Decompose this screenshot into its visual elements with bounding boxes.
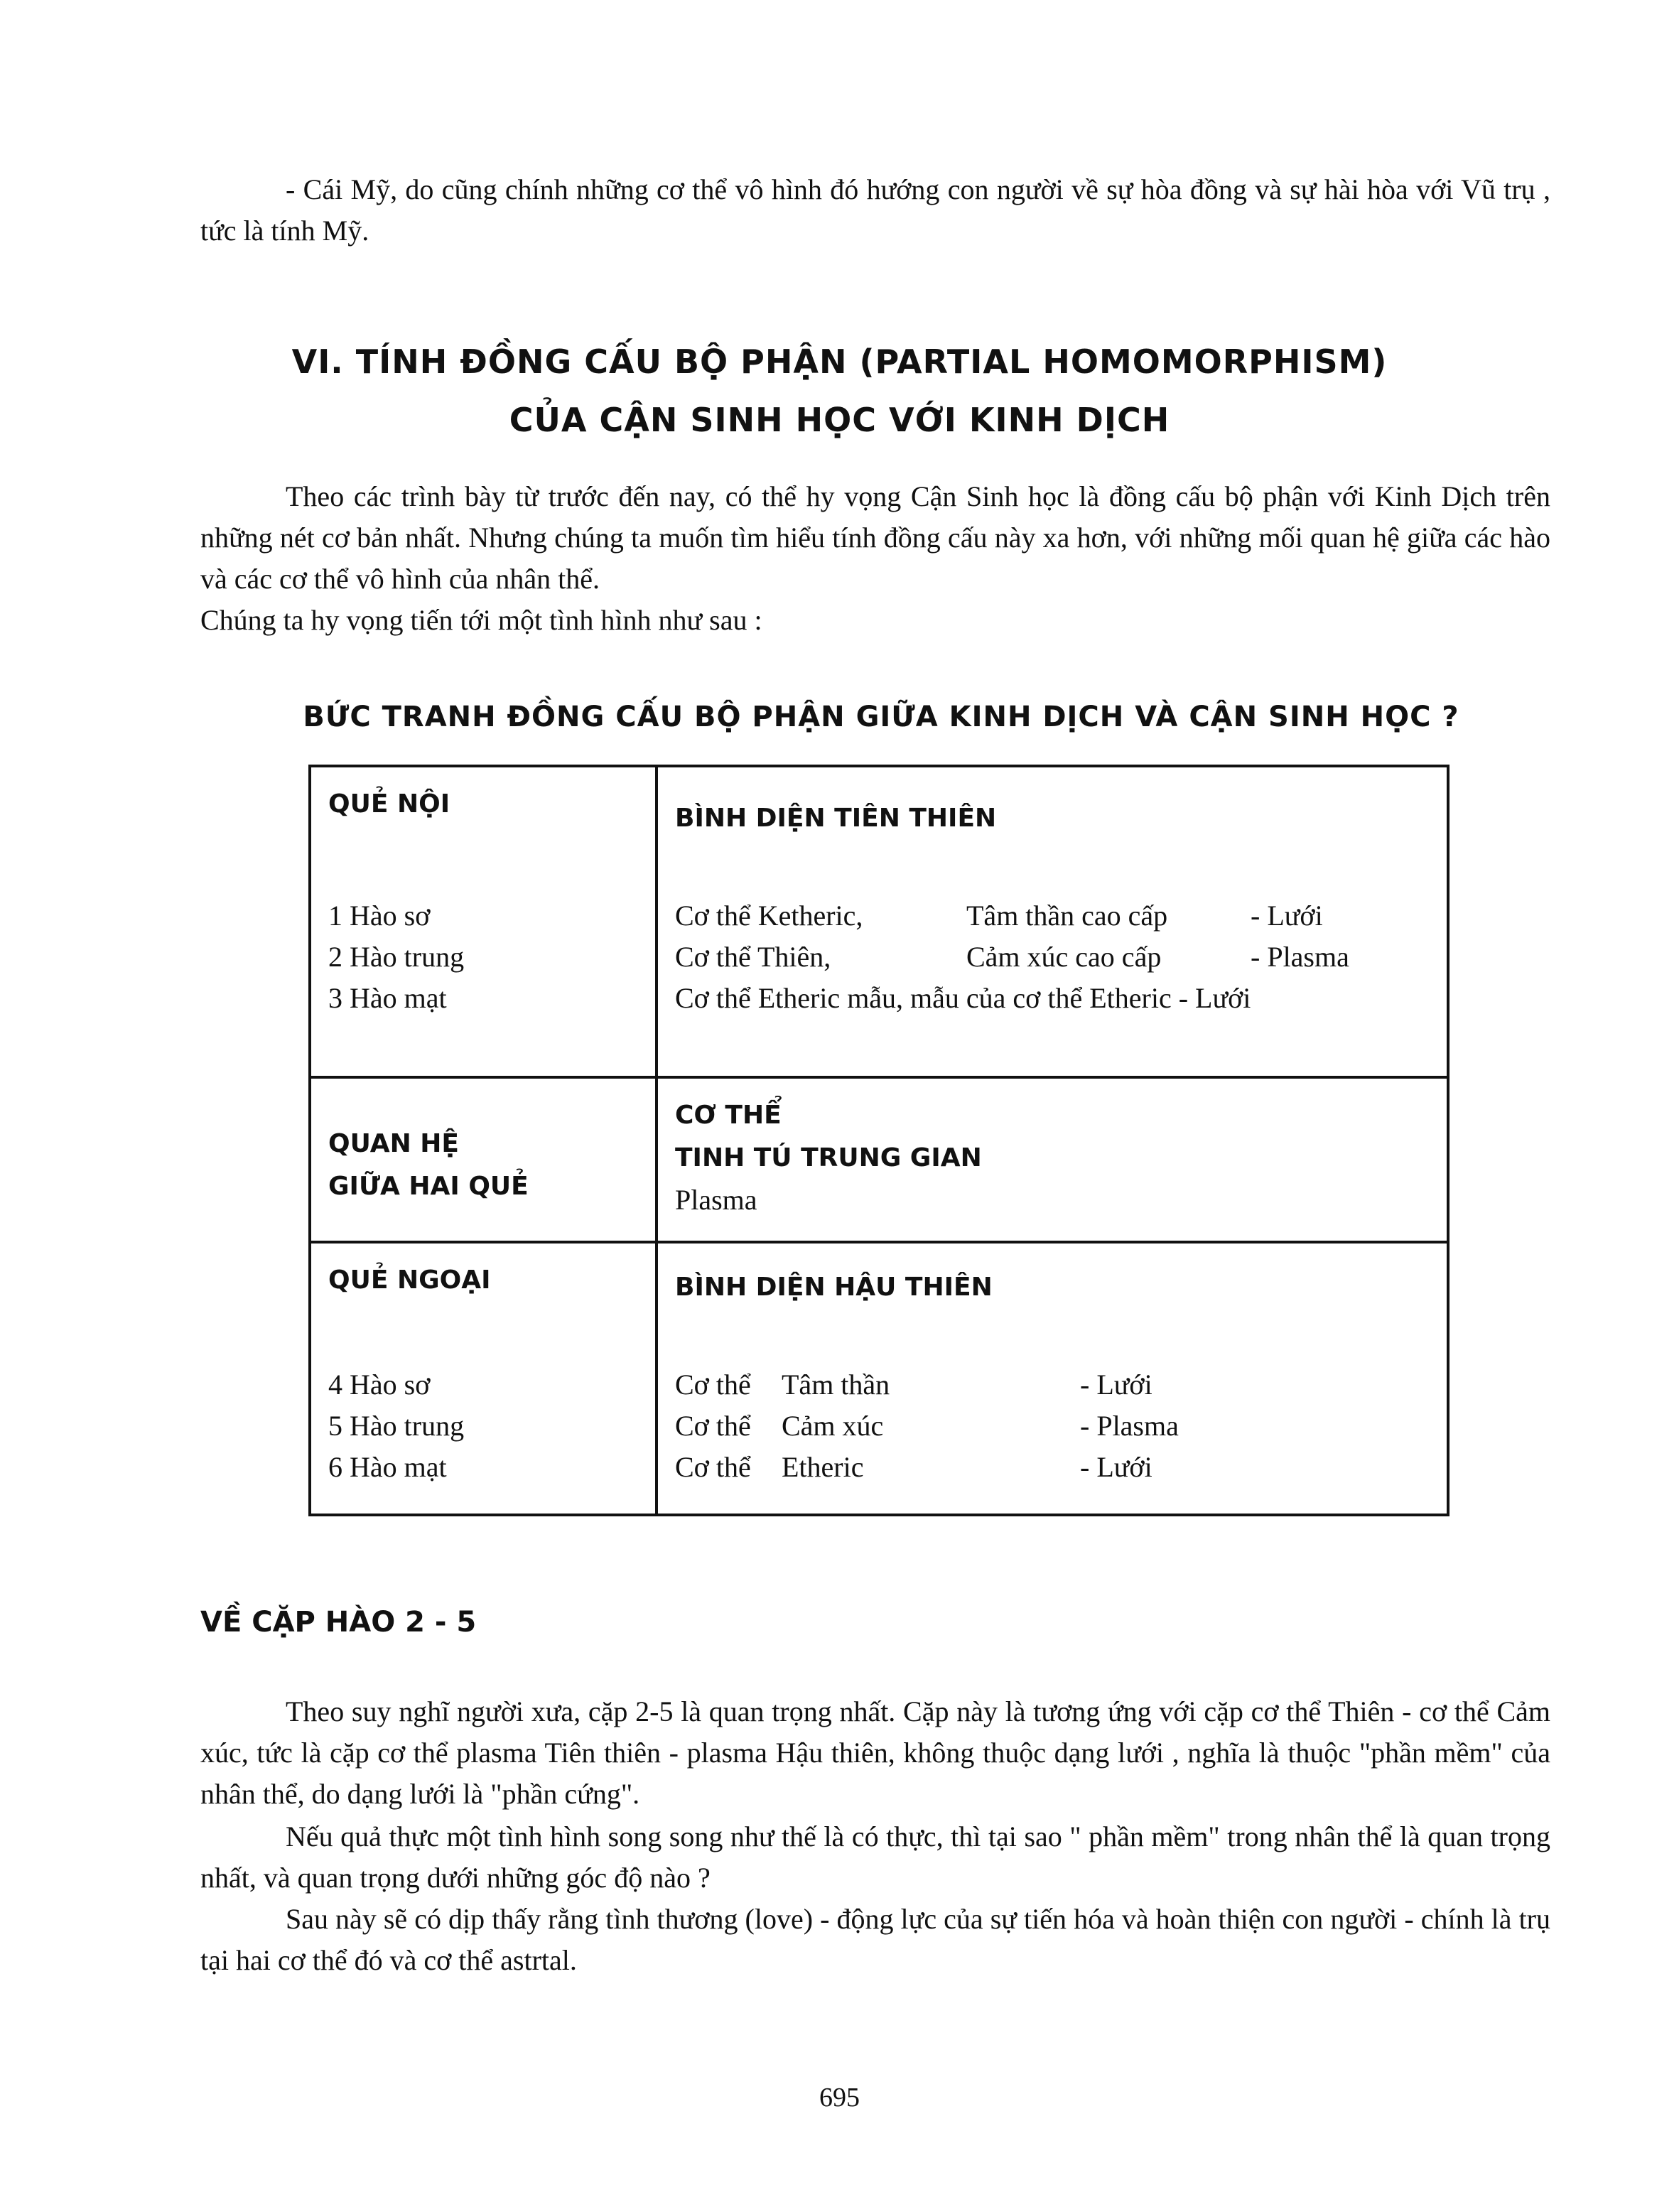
hao-line: 5 Hào trung	[328, 1410, 465, 1442]
page-number: 695	[819, 2083, 860, 2113]
body-form: - Plasma	[1080, 1410, 1179, 1442]
body-name: Cơ thể Thiên,	[675, 941, 831, 973]
cell-heading-tinh-tu-trung-gian: TINH TÚ TRUNG GIAN	[675, 1143, 982, 1172]
table-cell-tien-thien	[658, 767, 1447, 1079]
hao-line: 6 Hào mạt	[328, 1451, 447, 1483]
hao-line: 1 Hào sơ	[328, 900, 431, 932]
body-row: Cơ thể Etheric mẫu, mẫu của cơ thể Etheric - Lưới	[675, 982, 1251, 1014]
body-row	[675, 1364, 1307, 1406]
body-form: - Lưới	[1080, 1451, 1152, 1483]
que-noi-hao-list	[328, 895, 464, 1019]
body-quality: Cảm xúc	[782, 1410, 884, 1442]
body-row	[675, 1447, 1307, 1488]
body-name: Cơ thể Ketheric,	[675, 900, 863, 932]
table-cell-tinh-tu	[658, 1079, 1447, 1243]
intro-paragraph: - Cái Mỹ, do cũng chính những cơ thể vô hình đó hướng con người về sự hòa đồng và sự hài hòa với Vũ trụ , tức là tính Mỹ.	[200, 173, 1550, 247]
tinh-tu-value: Plasma	[675, 1184, 757, 1216]
hao-line: 3 Hào mạt	[328, 982, 447, 1014]
hao-line: 2 Hào trung	[328, 941, 465, 973]
body-quality: Tâm thần	[782, 1369, 890, 1401]
body-form: - Lưới	[1080, 1369, 1152, 1401]
cell-heading-hau-thien: BÌNH DIỆN HẬU THIÊN	[675, 1273, 993, 1302]
body-quality: Etheric	[782, 1451, 864, 1483]
paragraph-intro-line: Chúng ta hy vọng tiến tới một tình hình như sau :	[200, 604, 762, 636]
cell-heading-tien-thien: BÌNH DIỆN TIÊN THIÊN	[675, 804, 997, 833]
body-name: Cơ thể	[675, 1410, 751, 1442]
section-pair-heading: VỀ CẶP HÀO 2 - 5	[200, 1606, 477, 1639]
paragraph-intro-homomorphism: Theo các trình bày từ trước đến nay, có thể hy vọng Cận Sinh học là đồng cấu bộ phận với Kinh Dịch trên những nét cơ bản nhất. Nhưng chúng ta muốn tìm hiểu tính đồng cấu này xa hơn, với những mối quan hệ giữa các hào và các cơ thể vô hình của nhân thể.	[200, 480, 1550, 595]
hao-line: 4 Hào sơ	[328, 1369, 431, 1401]
hau-thien-body-list	[675, 1364, 1307, 1488]
table-cell-hau-thien	[658, 1243, 1447, 1514]
table-cell-quan-he	[311, 1079, 658, 1243]
table-title: BỨC TRANH ĐỒNG CẤU BỘ PHẬN GIỮA KINH DỊCH VÀ CẬN SINH HỌC ?	[303, 701, 1459, 733]
body-quality: Cảm xúc cao cấp	[966, 941, 1162, 973]
body-name: Cơ thể	[675, 1451, 751, 1483]
que-ngoai-hao-list	[328, 1364, 464, 1488]
table-cell-que-noi	[311, 767, 658, 1079]
homomorphism-table	[308, 765, 1449, 1516]
cell-heading-que-ngoai: QUẺ NGOẠI	[328, 1266, 491, 1295]
section-vi-heading	[213, 318, 1466, 463]
pair-paragraph-1: Theo suy nghĩ người xưa, cặp 2-5 là quan trọng nhất. Cặp này là tương ứng với cặp cơ thể Thiên - cơ thể Cảm xúc, tức là cặp cơ thể plasma Tiên thiên - plasma Hậu thiên, không thuộc dạng lưới , nghĩa là thuộc "phần mềm" của nhân thể, do dạng lưới là "phần cứng".	[200, 1695, 1550, 1810]
pair-paragraph-3: Sau này sẽ có dịp thấy rằng tình thương (love) - động lực của sự tiến hóa và hoàn thiện con người - chính là trụ tại hai cơ thể đó và cơ thể astrtal.	[200, 1903, 1550, 1976]
body-row	[675, 937, 1549, 978]
body-quality: Tâm thần cao cấp	[966, 900, 1168, 932]
body-row	[675, 895, 1549, 937]
section-vi-heading-line2: CỦA CẬN SINH HỌC VỚI KINH DỊCH	[509, 401, 1170, 439]
body-form: - Plasma	[1251, 941, 1349, 973]
cell-heading-giua-hai-que: GIỮA HAI QUẺ	[328, 1172, 529, 1201]
section-vi-heading-line1: VI. TÍNH ĐỒNG CẤU BỘ PHẬN (PARTIAL HOMOMORPHISM)	[291, 342, 1388, 381]
body-row	[675, 1406, 1307, 1447]
body-name: Cơ thể	[675, 1369, 751, 1401]
pair-paragraph-2: Nếu quả thực một tình hình song song như thế là có thực, thì tại sao " phần mềm" trong nhân thể là quan trọng nhất, và quan trọng dưới những góc độ nào ?	[200, 1820, 1550, 1894]
tien-thien-body-list	[675, 895, 1549, 1019]
cell-heading-co-the: CƠ THỂ	[675, 1101, 782, 1130]
body-form: - Lưới	[1251, 900, 1323, 932]
table-cell-que-ngoai	[311, 1243, 658, 1514]
cell-heading-quan-he: QUAN HỆ	[328, 1129, 459, 1158]
cell-heading-que-noi: QUẺ NỘI	[328, 789, 450, 819]
